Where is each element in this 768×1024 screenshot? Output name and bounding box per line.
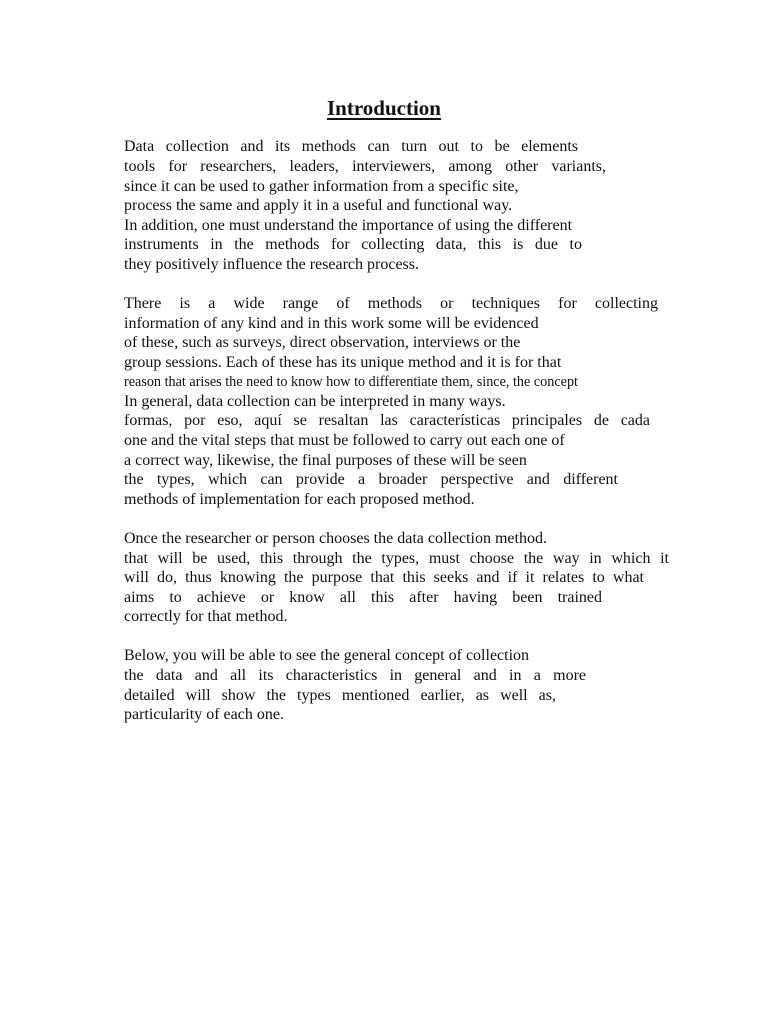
paragraph-line: Below, you will be able to see the general concept of collection xyxy=(124,647,530,664)
page-title: Introduction xyxy=(327,96,441,120)
paragraph-line: particularity of each one. xyxy=(124,706,284,723)
paragraph-line: In general, data collection can be interpreted in many ways. xyxy=(124,393,506,410)
paragraph-line: instruments in the methods for collecting data, this is due to xyxy=(124,236,582,253)
paragraph-line: Data collection and its methods can turn out to be elements xyxy=(124,138,578,155)
paragraph-line: formas, por eso, aquí se resaltan las características principales de cada xyxy=(124,412,650,429)
paragraph-line: detailed will show the types mentioned earlier, as well as, xyxy=(124,687,556,704)
paragraph-line: aims to achieve or know all this after having been trained xyxy=(124,589,602,606)
paragraph-line: correctly for that method. xyxy=(124,608,288,625)
paragraph-line: There is a wide range of methods or techniques for collecting xyxy=(124,295,658,312)
paragraph-line: the data and all its characteristics in general and in a more xyxy=(124,667,586,684)
paragraph-line: group sessions. Each of these has its unique method and it is for that xyxy=(124,354,562,371)
paragraph-line: Once the researcher or person chooses the data collection method. xyxy=(124,530,547,547)
paragraph-line: one and the vital steps that must be followed to carry out each one of xyxy=(124,432,565,449)
paragraph-line: will do, thus knowing the purpose that this seeks and if it relates to what xyxy=(124,569,644,586)
paragraph-line: that will be used, this through the types, must choose the way in which it xyxy=(124,550,669,567)
paragraph-line: reason that arises the need to know how to differentiate them, since, the concept xyxy=(124,374,578,390)
paragraph-line: a correct way, likewise, the final purposes of these will be seen xyxy=(124,452,527,469)
paragraph-line: since it can be used to gather information from a specific site, xyxy=(124,178,519,195)
paragraph-line: information of any kind and in this work some will be evidenced xyxy=(124,315,539,332)
paragraph-line: they positively influence the research process. xyxy=(124,256,419,273)
paragraph-line: tools for researchers, leaders, interviewers, among other variants, xyxy=(124,158,606,175)
paragraph-line: of these, such as surveys, direct observation, interviews or the xyxy=(124,334,521,351)
paragraph-line: methods of implementation for each proposed method. xyxy=(124,491,475,508)
paragraph-line: process the same and apply it in a useful and functional way. xyxy=(124,197,513,214)
paragraph-line: the types, which can provide a broader perspective and different xyxy=(124,471,618,488)
paragraph-line: In addition, one must understand the importance of using the different xyxy=(124,217,573,234)
